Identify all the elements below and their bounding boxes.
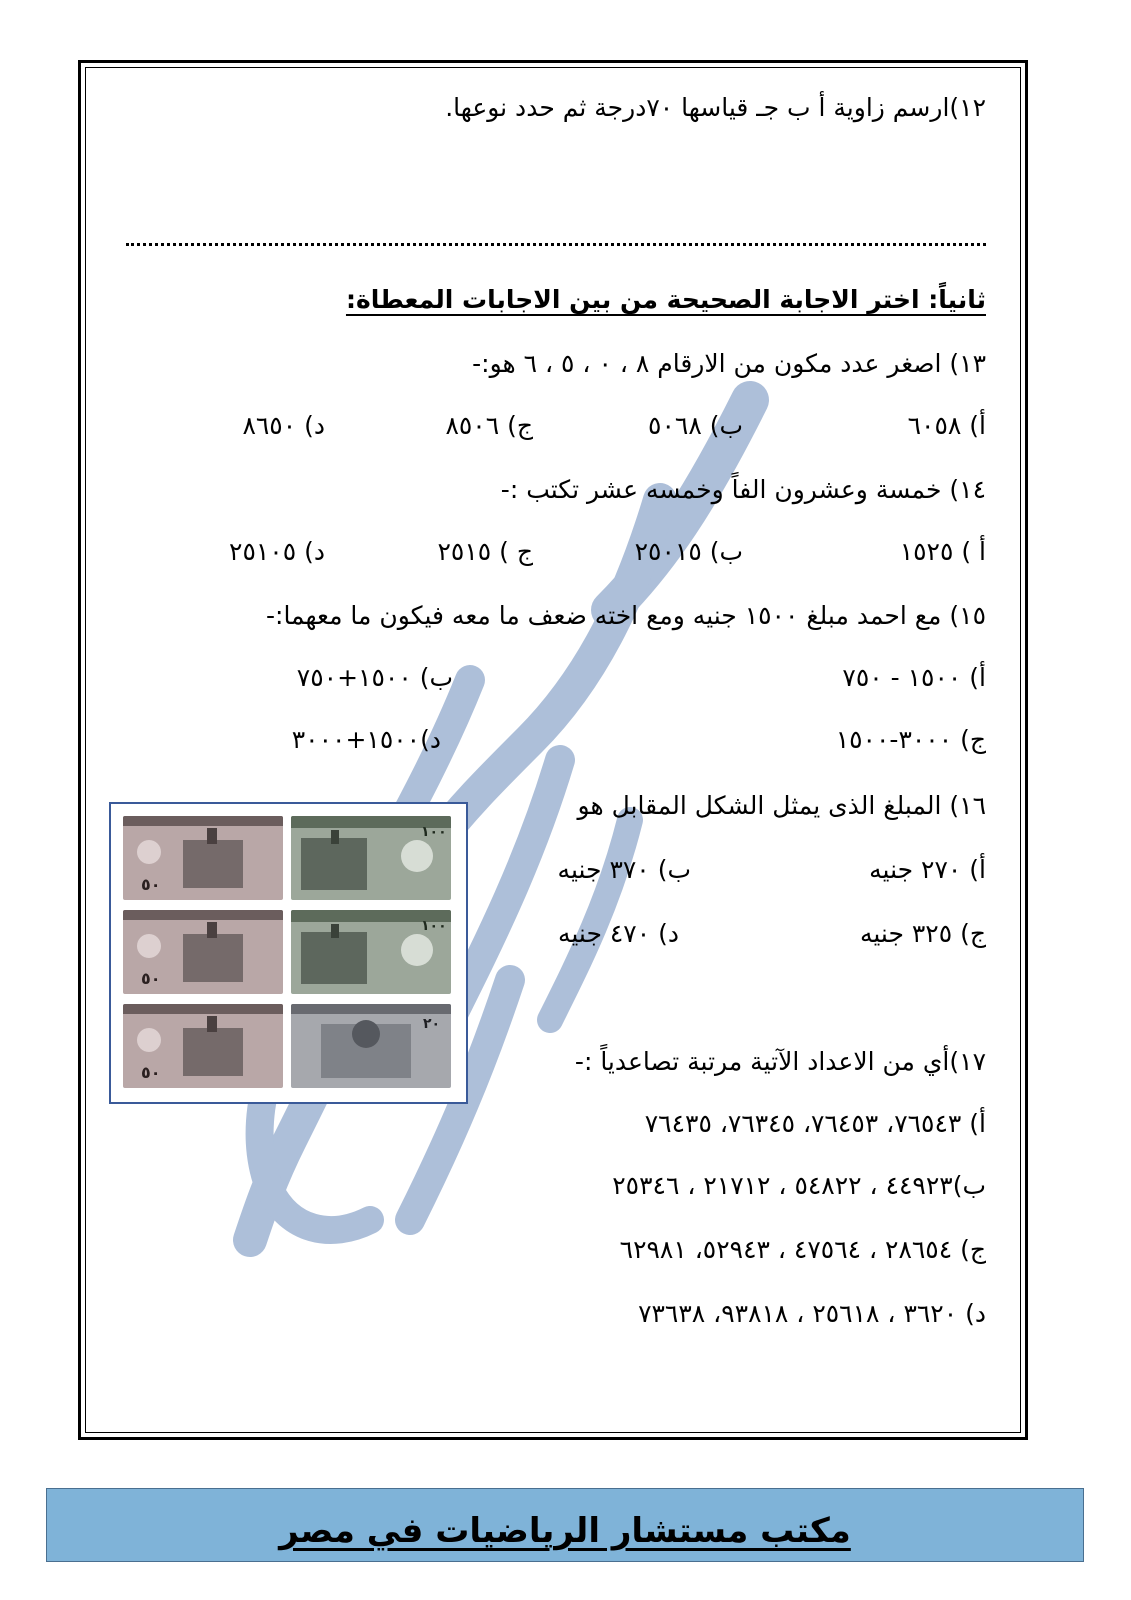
banknote-image [123, 1004, 283, 1088]
question-13: ١٣) اصغر عدد مكون من الارقام ٨ ، ٠ ، ٥ ، ٦ هو:- [472, 349, 986, 378]
q15-option-a: أ) ١٥٠٠ - ٧٥٠ [842, 663, 986, 692]
question-15: ١٥) مع احمد مبلغ ١٥٠٠ جنيه ومع اخته ضعف ما معه فيكون ما معهما:- [266, 601, 986, 630]
banknote-image [123, 816, 283, 900]
q13-option-c: ج) ٨٥٠٦ [445, 411, 533, 440]
q16-option-a: أ) ٢٧٠ جنيه [869, 855, 986, 884]
banknote [291, 1004, 451, 1088]
q13-option-b: ب) ٥٠٦٨ [648, 411, 743, 440]
section-heading: ثانياً: اختر الاجابة الصحيحة من بين الاجابات المعطاة: [345, 285, 986, 314]
banknote-value: ١٠٠ [421, 918, 447, 934]
q17-option-b: ب)٤٤٩٢٣ ، ٥٤٨٢٢ ، ٢١٧١٢ ، ٢٥٣٤٦ [612, 1171, 986, 1200]
q13-option-d: د) ٨٦٥٠ [242, 411, 325, 440]
q16-option-b: ب) ٣٧٠ جنيه [557, 855, 691, 884]
answer-dotted-line [126, 232, 986, 246]
banknote-image [291, 816, 451, 900]
footer-text: مكتب مستشار الرياضيات في مصر [279, 1511, 851, 1551]
q15-option-b: ب) ١٥٠٠+٧٥٠ [296, 663, 453, 692]
banknote-value: ١٠٠ [421, 824, 447, 840]
q14-option-a: أ ) ١٥٢٥ [899, 537, 986, 566]
q15-option-c: ج) ٣٠٠٠-١٥٠٠ [835, 725, 986, 754]
banknote [123, 1004, 283, 1088]
q14-option-d: د) ٢٥١٠٥ [229, 537, 325, 566]
banknotes-figure [109, 802, 468, 1104]
q13-option-a: أ) ٦٠٥٨ [907, 411, 986, 440]
banknote-image [291, 910, 451, 994]
banknote-image [291, 1004, 451, 1088]
banknote [291, 910, 451, 994]
banknote [123, 910, 283, 994]
q16-option-d: د) ٤٧٠ جنيه [557, 919, 679, 948]
question-16: ١٦) المبلغ الذى يمثل الشكل المقابل هو [577, 791, 986, 820]
q15-option-d: د)١٥٠٠+٣٠٠٠ [291, 725, 441, 754]
q16-option-c: ج) ٣٢٥ جنيه [859, 919, 986, 948]
q17-option-c: ج) ٢٨٦٥٤ ، ٤٧٥٦٤ ، ٥٢٩٤٣، ٦٢٩٨١ [619, 1235, 986, 1264]
question-17: ١٧)أي من الاعداد الآتية مرتبة تصاعدياً :- [574, 1047, 986, 1076]
banknote [123, 816, 283, 900]
banknote-value: ٥٠ [141, 969, 161, 988]
q17-option-d: د) ٣٦٢٠ ، ٢٥٦١٨ ، ٩٣٨١٨، ٧٣٦٣٨ [638, 1299, 986, 1328]
banknote [291, 816, 451, 900]
q17-option-a: أ) ٧٦٥٤٣، ٧٦٤٥٣، ٧٦٣٤٥، ٧٦٤٣٥ [644, 1109, 986, 1138]
question-14: ١٤) خمسة وعشرون الفاً وخمسه عشر تكتب :- [500, 475, 986, 504]
banknote-value: ٢٠ [423, 1016, 441, 1032]
q14-option-c: ج ) ٢٥١٥ [437, 537, 533, 566]
q14-option-b: ب) ٢٥٠١٥ [634, 537, 743, 566]
footer-banner [46, 1488, 1084, 1562]
banknote-value: ٥٠ [141, 875, 161, 894]
banknote-value: ٥٠ [141, 1063, 161, 1082]
banknote-image [123, 910, 283, 994]
question-12: ١٢)ارسم زاوية أ ب جـ قياسها ٧٠درجة ثم حدد نوعها. [445, 93, 986, 122]
